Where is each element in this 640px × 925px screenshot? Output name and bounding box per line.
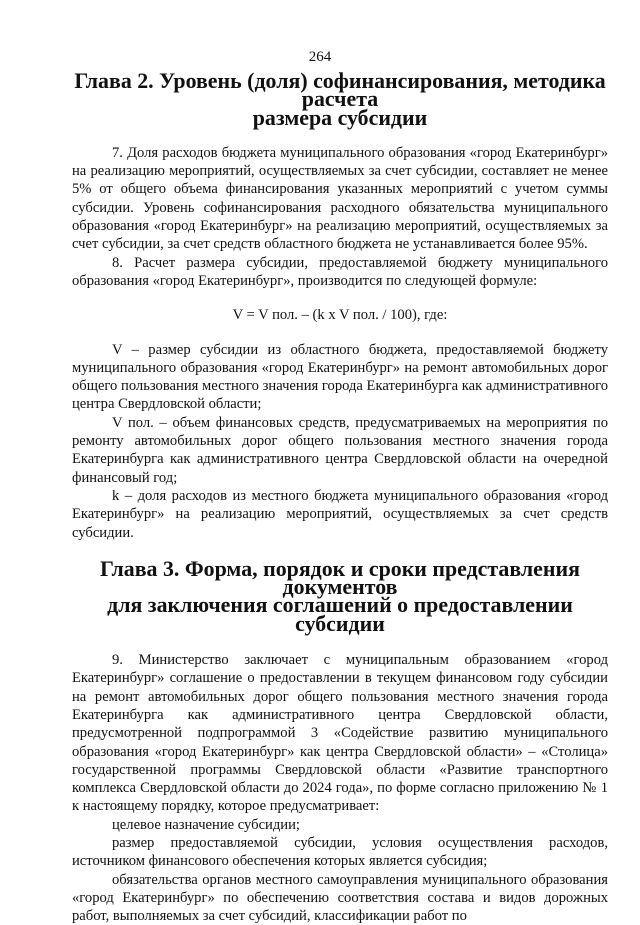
paragraph-9: 9. Министерство заключает с муниципальным образованием «город Екатеринбург» соглашение о предоставлении в текущем финансовом году субсидии на ремонт автомобильных дорог общего пользования местного значения города Екатеринбурга как административного центра Свердловской области, предусмотренной подпрограммой 3 «Содействие развитию муниципального образования «город Екатеринбург» как центра Свердловской области» – «Столица» государственной программы Свердловской области «Развитие транспортного комплекса Свердловской области до 2024 года», по форме согласно приложению № 1 к настоящему порядку, которое предусматривает:	[72, 652, 608, 815]
page-number: 264	[308, 49, 332, 65]
spacer	[72, 325, 608, 341]
list-item-purpose: целевое назначение субсидии;	[112, 816, 300, 833]
paragraph-7: 7. Доля расходов бюджета муниципального образования «город Екатеринбург» на реализацию мероприятий, осуществляемых за счет субсидии, составляет не менее 5% от общего объема финансирования указанных мероприятий с учетом суммы субсидии. Уровень софинансирования расходного обязательства муниципального образования «город Екатеринбург» на реализацию мероприятий, осуществляемых за счет субсидии, за счет средств областного бюджета не устанавливается более 95%.	[72, 144, 608, 253]
chapter-2-heading-line: размера субсидии	[252, 104, 428, 130]
spacer	[72, 290, 608, 306]
definition-v-pol: V пол. – объем финансовых средств, предусматриваемых на мероприятия по ремонту автомобильных дорог общего пользования местного значения города Екатеринбурга как административного центра Свердловской области на очередной финансовый год;	[72, 414, 608, 486]
chapter-3-heading-line: Глава 3. Форма, порядок и сроки представления документов	[100, 555, 580, 600]
definition-k: k – доля расходов из местного бюджета муниципального образования «город Екатеринбург» на реализацию мероприятий, осуществляемых за счет средств субсидии.	[72, 487, 608, 541]
subsidy-formula: V = V пол. – (k x V пол. / 100), где:	[232, 307, 448, 324]
definition-v: V – размер субсидии из областного бюджета, предоставляемой бюджету муниципального образования «город Екатеринбург» на ремонт автомобильных дорог общего пользования местного значения города Екатеринбурга как административного центра Свердловской области;	[72, 341, 608, 413]
chapter-2-heading	[72, 68, 608, 130]
list-item-amount: размер предоставляемой субсидии, условия осуществления расходов, источником финансового обеспечения которых является субсидия;	[72, 834, 608, 870]
list-item-obligations: обязательства органов местного самоуправления муниципального образования «город Екатеринбург» по обеспечению соответствия состава и видов дорожных работ, выполняемых за счет субсидий, классификации работ по	[72, 871, 608, 925]
chapter-2-heading-line: Глава 2. Уровень (доля) софинансирования, методика расчета	[74, 68, 606, 112]
paragraph-8: 8. Расчет размера субсидии, предоставляемой бюджету муниципального образования «город Екатеринбург», производится по следующей формуле:	[72, 254, 608, 289]
chapter-3-heading-line: для заключения соглашений о предоставлении субсидии	[107, 592, 573, 636]
page-content	[72, 68, 608, 925]
chapter-3-heading	[72, 555, 608, 636]
